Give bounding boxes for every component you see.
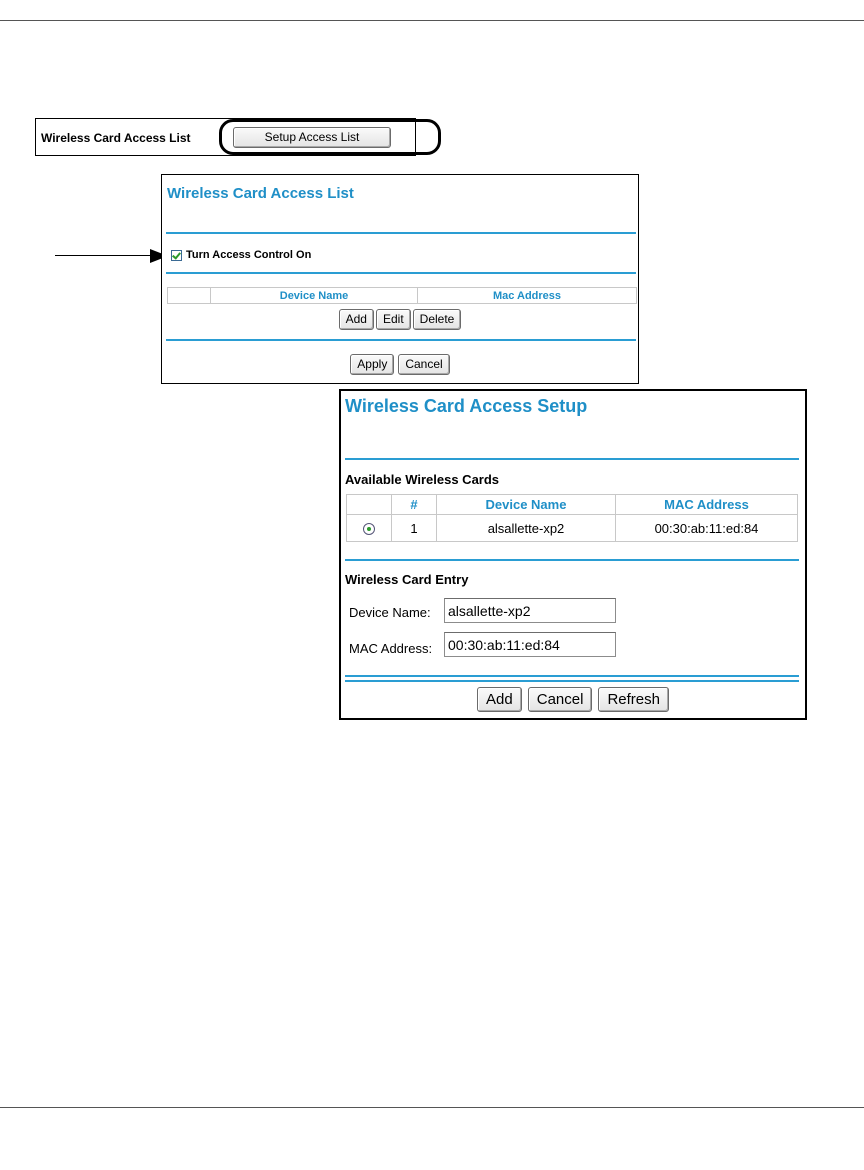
delete-button[interactable]: Delete: [413, 309, 462, 330]
table-header-select: [168, 288, 211, 304]
page-top-rule: [0, 20, 864, 21]
refresh-button[interactable]: Refresh: [598, 687, 669, 712]
edit-button[interactable]: Edit: [376, 309, 411, 330]
mac-address-label: MAC Address:: [349, 641, 433, 656]
table-cell-select: [347, 515, 392, 542]
pointer-arrow-line: [55, 255, 157, 256]
device-name-label: Device Name:: [349, 605, 431, 620]
page-bottom-rule: [0, 1107, 864, 1108]
divider: [345, 675, 799, 677]
available-cards-heading: Available Wireless Cards: [345, 472, 500, 487]
table-header-number: #: [392, 495, 437, 515]
access-setup-title: Wireless Card Access Setup: [345, 396, 588, 416]
access-list-actions: [162, 309, 638, 330]
divider: [166, 272, 636, 274]
table-cell-device-name: alsallette-xp2: [437, 515, 616, 542]
table-header-row: [168, 288, 637, 304]
add-button[interactable]: Add: [339, 309, 374, 330]
card-entry-heading: Wireless Card Entry: [345, 572, 469, 587]
card-select-radio[interactable]: [363, 523, 375, 535]
table-header-mac-address: MAC Address: [616, 495, 798, 515]
access-list-table: [167, 287, 637, 304]
available-cards-table: [346, 494, 798, 542]
access-list-title: Wireless Card Access List: [167, 185, 354, 202]
access-setup-panel: [339, 389, 807, 720]
access-list-footer-actions: [162, 354, 638, 375]
access-setup-actions: [341, 687, 805, 712]
divider: [345, 680, 799, 682]
divider: [345, 559, 799, 561]
access-list-link-label: Wireless Card Access List: [41, 131, 191, 145]
add-card-button[interactable]: Add: [477, 687, 522, 712]
table-row[interactable]: [347, 515, 798, 542]
mac-address-input[interactable]: [444, 632, 616, 657]
access-list-link-panel: [35, 118, 416, 156]
setup-access-list-button[interactable]: Setup Access List: [233, 127, 391, 148]
access-control-checkbox[interactable]: [171, 250, 182, 261]
device-name-input[interactable]: [444, 598, 616, 623]
table-header-device-name: Device Name: [437, 495, 616, 515]
access-list-panel: [161, 174, 639, 384]
cancel-button[interactable]: Cancel: [398, 354, 449, 375]
table-header-row: [347, 495, 798, 515]
divider: [166, 232, 636, 234]
access-control-checkbox-label: Turn Access Control On: [186, 249, 312, 261]
table-header-select: [347, 495, 392, 515]
divider: [345, 458, 799, 460]
divider: [166, 339, 636, 341]
table-cell-mac-address: 00:30:ab:11:ed:84: [616, 515, 798, 542]
table-header-mac-address: Mac Address: [418, 288, 637, 304]
table-header-device-name: Device Name: [211, 288, 418, 304]
cancel-card-button[interactable]: Cancel: [528, 687, 593, 712]
apply-button[interactable]: Apply: [350, 354, 394, 375]
table-cell-number: 1: [392, 515, 437, 542]
